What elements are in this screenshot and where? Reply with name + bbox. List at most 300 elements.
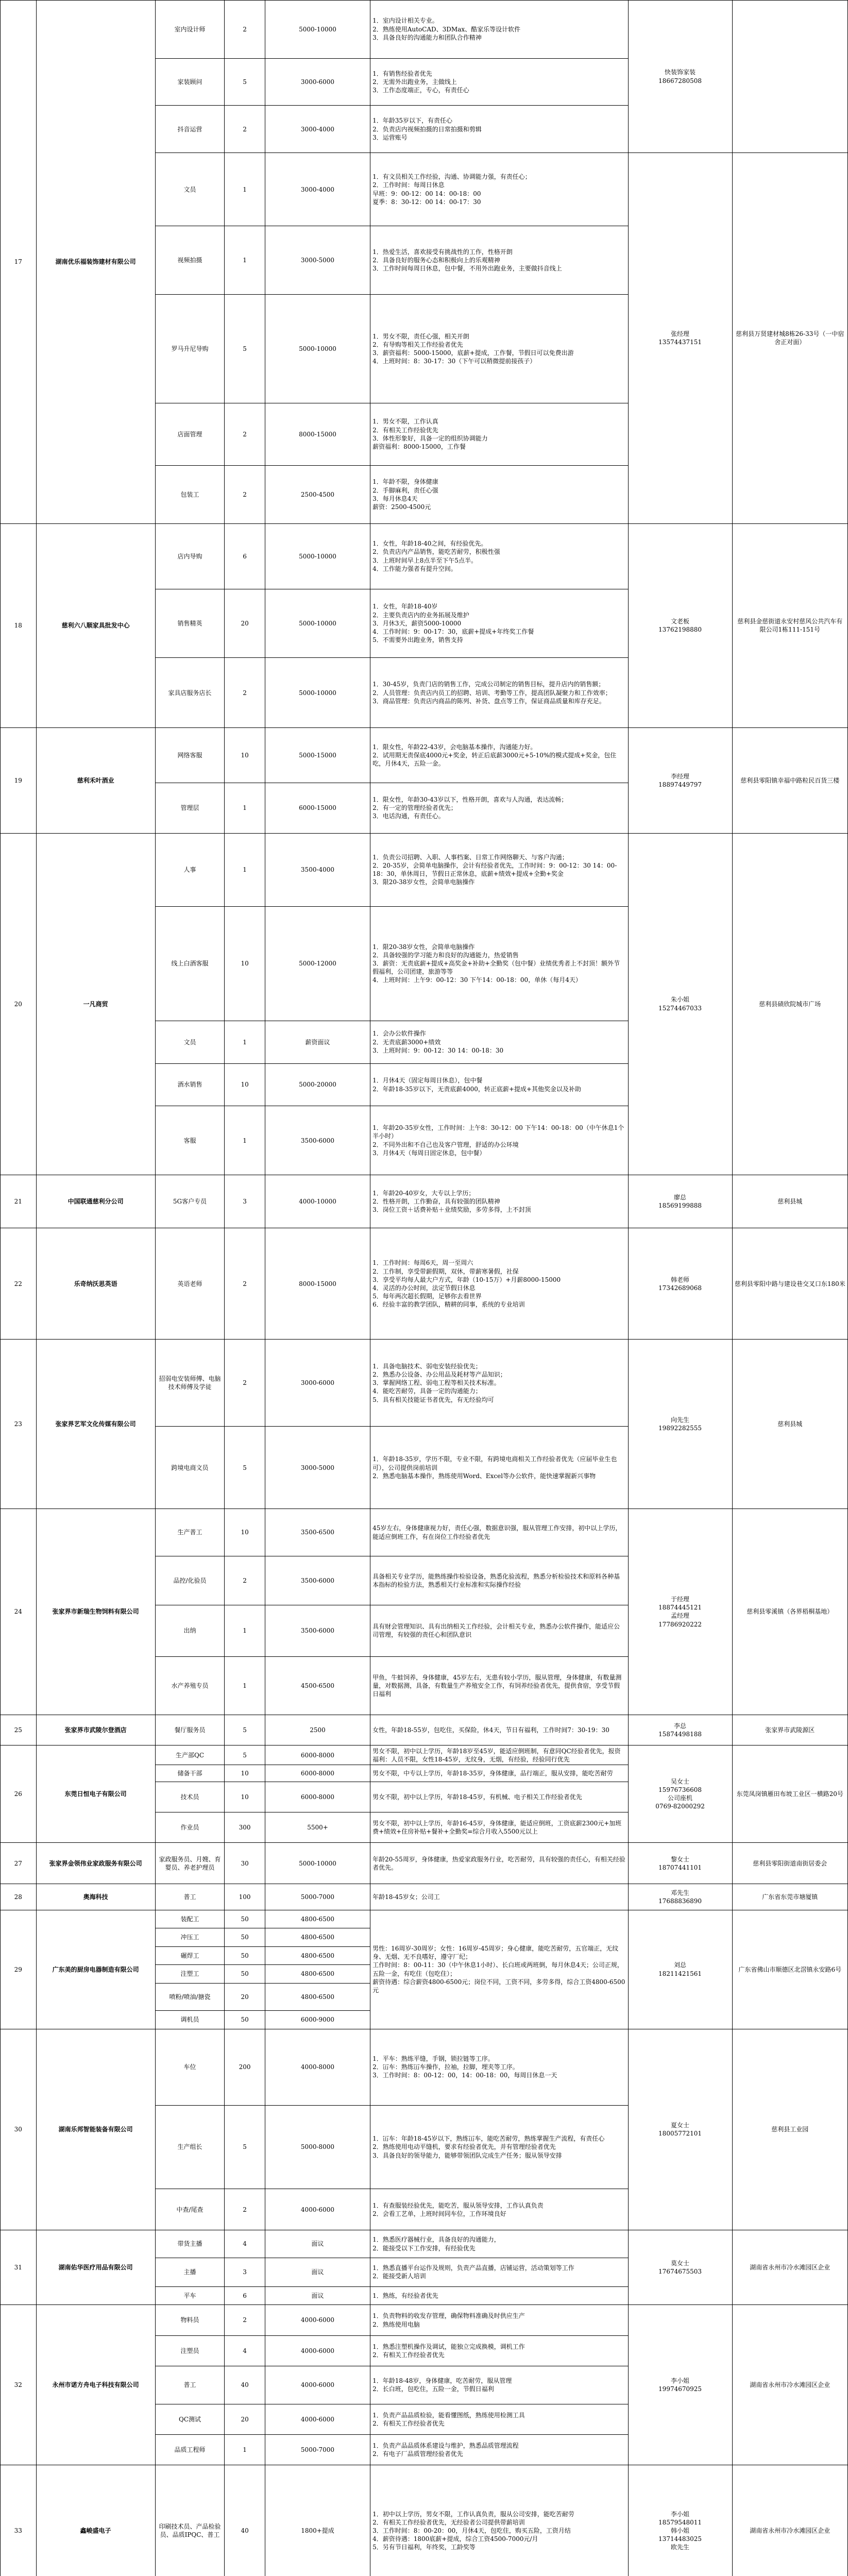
salary: 6000-8000 [265,1765,370,1782]
salary: 3500-6000 [265,1556,370,1605]
row-index: 22 [1,1228,37,1340]
row-index: 21 [1,1175,37,1228]
headcount: 1 [225,1657,265,1715]
requirement-line: 1．工作时间：每周6天，周一至周六 [372,1259,473,1267]
salary: 4000-6000 [265,2335,370,2366]
requirement-line: 3．体性形象好，具备一定的组织协调能力 [372,434,488,442]
requirement-line: 1．热爱生活，喜欢接受有挑战性的工作，性格开朗 [372,248,513,256]
requirement-line: 2．有导购等相关工作经验者优先 [372,341,463,348]
text-line: 慈利县零阳街道南街居委会 [753,1859,827,1867]
headcount: 1 [225,1106,265,1175]
text-line: 慈利县零溪镇（各界梧桐基地） [747,1608,834,1616]
requirement-line: 2．年龄18-35岁以下，无责底薪4000，转正底薪+提成+其他奖金以及补助 [372,1085,581,1093]
table-row [1,1509,848,1556]
requirement-line: 1．有查服装经验优先，能吃苦，服从领导安排，工作认真负责 [372,2201,544,2209]
job-requirements [370,2465,628,2576]
position-name: 人事 [155,833,225,906]
text-line: 朱小姐 [671,996,690,1004]
headcount: 1 [225,226,265,295]
table-row [1,1715,848,1745]
table-row [1,833,848,906]
address [732,2230,847,2305]
position-name: 罗马升尼导购 [155,295,225,403]
row-index: 30 [1,2029,37,2230]
salary: 4000-6000 [265,2305,370,2335]
requirement-line: 薪资待遇：综合薪资4800-6500元；岗位不同，工资不同，多劳多得，综合工资4800-6500元 [372,1978,625,1994]
company-name: 东莞日恒电子有限公司 [36,1745,155,1843]
position-name: 水产养殖专员 [155,1657,225,1715]
contact-info [628,1843,732,1884]
text-line: 17674675503 [658,2268,702,2276]
requirement-line: 1．30-45岁，负责门店的销售工作，完成公司制定的销售目标，提升店内的销售额； [372,681,605,688]
text-line: 韩老师 [671,1276,690,1283]
text-line: 廖总 [674,1193,687,1201]
requirement-line: 3．工作态度端正，专心，有责任心 [372,86,469,94]
text-line: 慈利县碛欣院城市广场 [759,1000,821,1008]
text-line: 李小姐 [671,2510,690,2518]
position-name: 家装顾问 [155,58,225,106]
text-line: 孟经理 [671,1612,690,1620]
requirement-line: 2．会看工艺单，上班时间同车位，工作环境良好 [372,2210,506,2217]
text-line: 慈利县工业园 [771,2126,809,2133]
table-row [1,2305,848,2335]
text-line: 邓先生 [671,1889,690,1896]
text-line: 夏女士 [671,2122,690,2129]
position-name: 印刷技术员、产品检验员、品质IPQC、普工 [155,2465,225,2576]
row-index: 24 [1,1509,37,1715]
address [732,833,847,1175]
requirement-line: 1．月休4天（固定每周日休息），包中餐 [372,1077,483,1084]
requirement-line: 3．运营账号 [372,133,408,141]
job-requirements [370,403,628,465]
headcount: 300 [225,1812,265,1843]
address [732,153,847,523]
requirement-line: 夏季：8：30-12：00 14：00-17：30 [372,198,481,206]
contact-info [628,833,732,1175]
table-row [1,1884,848,1910]
headcount: 4 [225,2230,265,2258]
headcount: 1 [225,1021,265,1063]
job-requirements [370,1063,628,1106]
text-line: 17688836890 [658,1897,702,1905]
requirement-line: 5．不需要外出跑业务，销售支持 [372,636,463,644]
requirement-line: 2．熟练使用电脑 [372,2320,420,2328]
table-row [1,1910,848,1928]
company-name: 张家界艺军文化传媒有限公司 [36,1340,155,1509]
headcount: 2 [225,1,265,59]
position-name: 主播 [155,2258,225,2286]
requirement-line: 1．年龄18-35岁，学历不限，专业不限，有跨境电商相关工作经验者优先（应届毕业生也可），公司提供岗前培训 [372,1455,617,1471]
requirement-line: 男女不限，初中以上学历，年龄16-45岁，身体健康，能适应倒班，工资底薪2300元+加班费+绩效+住房补贴+餐补+全勤奖=综合月收入5500元以上 [372,1820,622,1836]
headcount: 10 [225,1509,265,1556]
requirement-line: 3．工作时间：8：00-20：00，月休4天，包吃住，购买五险，工资月结 [372,2527,571,2534]
headcount: 2 [225,2305,265,2335]
text-line: 18874445121 [658,1604,702,1612]
text-line: 慈利县城 [777,1197,803,1205]
salary: 4800-6500 [265,1946,370,1965]
requirement-line: 2．熟练使用电动平缝机，要求有经验者优先，并有管理经验者优先 [372,2143,556,2151]
address [732,1509,847,1715]
job-requirements [370,2230,628,2258]
table-row [1,1,848,59]
requirement-line: 4．工作时间：9：00-17：30，底薪+提成+年终奖工作餐 [372,628,534,636]
job-requirements [370,153,628,226]
table-row [1,2465,848,2576]
position-name: 生产组长 [155,2105,225,2189]
requirement-line: 3．薪资福利：5000-15000，底薪+提成，工作餐，节假日可以免费出游 [372,349,574,357]
contact-info [628,1745,732,1843]
position-name: 车位 [155,2029,225,2105]
table-row [1,2029,848,2105]
position-name: 网络客服 [155,728,225,783]
requirement-line: 1．室内设计相关专业。 [372,17,438,25]
requirement-line: 3．上班时间：9：00-12：30 14：00-18：30 [372,1046,504,1054]
text-line: 18707441101 [658,1863,702,1871]
headcount: 2 [225,658,265,728]
salary: 2500 [265,1715,370,1745]
job-requirements [370,1175,628,1228]
text-line: 湖南省永州市冷水滩园区企业 [750,2381,830,2389]
address [732,1228,847,1340]
job-requirements [370,1715,628,1745]
text-line: 刘总 [674,1961,687,1969]
requirement-line: 1．限20-38岁女性，会简单电脑操作 [372,943,475,951]
position-name: 碾焊工 [155,1946,225,1965]
headcount: 5 [225,58,265,106]
company-name: 张家界金领伟业家政服务有限公司 [36,1843,155,1884]
salary: 4800-6500 [265,1965,370,1984]
requirement-line: 4．工作能力强者有提升空间。 [372,565,457,572]
address [732,2465,847,2576]
job-requirements [370,783,628,833]
job-requirements [370,1765,628,1782]
requirement-line: 2．冚车：熟练冚车操作，拉袖，拉脚，埋夹等工序。 [372,2063,519,2071]
salary: 3500-6000 [265,1605,370,1657]
headcount: 10 [225,906,265,1021]
requirement-line: 年龄18-45岁女；公司工 [372,1893,440,1901]
row-index: 19 [1,728,37,833]
requirement-line: 6．经验丰富的教学团队，精耕的同事，系统的专业培训 [372,1301,525,1309]
row-index: 33 [1,2465,37,2576]
job-requirements [370,1,628,59]
salary: 3000-5000 [265,1427,370,1509]
address [732,1715,847,1745]
salary: 3500-6000 [265,1106,370,1175]
text-line: 张家界市武陵源区 [765,1726,815,1734]
text-line: 慈利县零阳镇幸福中路粒民百货三楼 [740,776,840,784]
job-requirements [370,106,628,153]
salary: 5500+ [265,1812,370,1843]
job-listing-body [1,1,848,2576]
company-name: 鑫峻盛电子 [36,2465,155,2576]
headcount: 200 [225,2029,265,2105]
text-line: 慈利县零阳中路与建设巷交叉口东180米 [734,1280,845,1287]
salary: 6000-8000 [265,1745,370,1765]
company-name: 广东美的厨房电器制造有限公司 [36,1910,155,2029]
requirement-line: 5．每年两次超长假期，足够你去看世界 [372,1293,482,1300]
headcount: 20 [225,1983,265,2010]
headcount: 10 [225,1782,265,1812]
requirement-line: 1．男女不限，责任心强，相关开朗 [372,332,469,340]
job-requirements [370,523,628,589]
position-name: QC测试 [155,2404,225,2434]
requirement-line: 1．熟悉直播平台运作及规则，负责产品直播，店铺运营，活动策划等工作 [372,2264,574,2272]
requirement-line: 3．工作时间每周日休息，包中餐，不用外出跑业务，主要做抖音线上 [372,265,562,273]
requirement-line: 4．上班时间：8：30-17：30（下午可以稍微提前接孩子） [372,358,536,365]
salary: 5000-7000 [265,1884,370,1910]
requirement-line: 2．无责底薪3000+绩效 [372,1038,441,1046]
requirement-line: 2．人员管理：负责店内员工的招聘、培训、考勤等工作，提高团队凝聚力和工作效率； [372,689,612,697]
job-requirements [370,1843,628,1884]
position-name: 店内导购 [155,523,225,589]
position-name: 注塑员 [155,2335,225,2366]
requirement-line: 3．限20-38岁女性，会简单电脑操作 [372,878,475,886]
salary: 4000-6000 [265,2366,370,2404]
job-requirements [370,2435,628,2465]
requirement-line: 3．岗位工资＋话费补贴＋业绩奖励，多劳多得，上不封顶 [372,1206,531,1214]
position-name: 普工 [155,2366,225,2404]
requirement-line: 2．工作制，享受带薪假期，双休，带薪寒暑假，社保 [372,1267,519,1275]
position-name: 店面管理 [155,403,225,465]
position-name: 生产部QC [155,1745,225,1765]
requirement-line: 2．手脚麻利，责任心强 [372,486,438,494]
job-requirements [370,2029,628,2105]
position-name: 管理层 [155,783,225,833]
text-line: 18569199888 [658,1202,702,1210]
salary: 4800-6500 [265,1928,370,1947]
table-row [1,1340,848,1427]
position-name: 招弱电安装师傅、电脑技术师傅及学徒 [155,1340,225,1427]
salary: 3000-6000 [265,58,370,106]
headcount: 40 [225,2366,265,2404]
row-index: 17 [1,1,37,524]
requirement-line: 2．不同外出和不自己也及客户管理，舒适的办公环境 [372,1141,519,1148]
address [732,1175,847,1228]
requirement-line: 具备相关专业学历，能熟练操作检验设备，熟悉化验流程，熟悉分析检验技术和原料各种基本指标的检验方法，熟悉相关行业标准和实际操作经验 [372,1572,620,1588]
text-line: 欧先生 [671,2544,690,2551]
salary: 面议 [265,2286,370,2305]
position-name: 包装工 [155,466,225,524]
text-line: 19892282555 [658,1425,702,1432]
salary: 3500-6500 [265,1509,370,1556]
requirement-line: 3．每月休息4天 [372,495,418,502]
contact-info [628,2029,732,2230]
position-name: 生产普工 [155,1509,225,1556]
salary: 3000-5000 [265,226,370,295]
requirement-line: 2．熟悉电脑基本操作，熟练使用Word、Excel等办公软件，能快速掌握新兴事物 [372,1472,596,1480]
row-index: 29 [1,1910,37,2029]
requirement-line: 3．具备良好的领导能力，能够带领团队完成生产任务；服从领导安排 [372,2151,562,2159]
headcount: 2 [225,1556,265,1605]
requirement-line: 5．另有节日福利，年终奖，工龄奖等 [372,2544,476,2551]
requirement-line: 2．能接受以下工作安排，有经验优先 [372,2244,476,2252]
text-line: 17786920222 [658,1620,702,1628]
job-requirements [370,2105,628,2189]
requirement-line: 3．享受平均每人最大户方式，年龄（10-15万）+月薪8000-15000 [372,1276,561,1283]
text-line: 广东省东莞市塘厦镇 [762,1893,818,1901]
requirement-line: 年龄20-55周岁，身体健康，热爱家政服务行业，吃苦耐劳，具有较强的责任心，有相关经验者优先。 [372,1855,625,1871]
company-name: 乐奇纳沃思英语 [36,1228,155,1340]
salary: 8000-15000 [265,1228,370,1340]
text-line: 慈利县万贤建材城8栋26-33号（一中宿舍正对面） [736,330,844,346]
salary: 3000-4000 [265,153,370,226]
requirement-line: 1．负责产品品质体系建设与维护，熟悉品质管理流程 [372,2442,519,2449]
position-name: 5G客户专员 [155,1175,225,1228]
job-requirements [370,2286,628,2305]
salary: 3000-6000 [265,1340,370,1427]
salary: 5000-10000 [265,523,370,589]
headcount: 50 [225,1910,265,1928]
salary: 4000-6000 [265,2404,370,2434]
text-line: 东莞凤岗镇雁田布坡工业区一横路20号 [736,1790,843,1798]
company-name: 湖南乐邦智能装备有限公司 [36,2029,155,2230]
row-index: 32 [1,2305,37,2465]
headcount: 10 [225,1063,265,1106]
salary: 面议 [265,2230,370,2258]
table-row [1,1228,848,1340]
contact-info [628,1509,732,1715]
headcount: 5 [225,295,265,403]
contact-info [628,1,732,153]
job-requirements [370,1556,628,1605]
text-line: 18667280508 [658,77,702,84]
position-name: 技术员 [155,1782,225,1812]
text-line: 18579548011 [658,2518,702,2526]
requirement-line: 女性，年龄18-55岁，包吃住，买保险，休4天，节日有福利，工作时间7：30-19：30 [372,1726,609,1734]
contact-info [628,2230,732,2305]
text-line: 广东省佛山市顺德区北滘镇永安路6号 [738,1965,842,1973]
salary: 6000-9000 [265,2011,370,2029]
position-name: 销售精英 [155,589,225,657]
job-requirements [370,906,628,1021]
requirement-line: 3．具备良好的沟通能力和团队合作精神 [372,33,482,41]
requirement-line: 1．年龄不限，身体健康 [372,478,438,486]
requirement-line: 2．熟悉办公设备、办公用品及耗材等产品知识； [372,1371,506,1379]
requirement-line: 薪资：2500-4500元 [372,503,431,511]
requirement-line: 2．工作时间：每周日休息 [372,181,445,189]
headcount: 50 [225,2011,265,2029]
requirement-line: 1．年龄20-40岁女，大专以上学历； [372,1189,475,1197]
text-line: 文老板 [671,618,690,625]
requirement-line: 男女不限，初中以上学历，年龄18岁至45岁，能适应倒班制，有意同QC经验者优先，报资福利：人员不限，女性18-45岁，无纹身，无烟，有经验，经验同行优先 [372,1747,621,1763]
table-row [1,728,848,783]
requirement-line: 2．20-35岁，会简单电脑操作，会计有经验者优先，工作时间：9：00-12：30 14：00-18：30，单休周日，节假日正常休息，底薪+绩效+提成+全勤+奖金 [372,861,617,878]
requirement-line: 2．负责店内产品销售，能吃苦耐劳，积极性强 [372,548,500,556]
position-name: 出纳 [155,1605,225,1657]
contact-info [628,153,732,523]
text-line: 13714483025 [658,2535,702,2543]
position-name: 英语老师 [155,1228,225,1340]
requirement-line: 2．有相关工作经验者优先 [372,2419,445,2427]
text-line: 15874498188 [658,1730,702,1738]
company-name: 张家界市武陵尔登酒店 [36,1715,155,1745]
address [732,1745,847,1843]
position-name: 文员 [155,153,225,226]
position-name: 普工 [155,1884,225,1910]
position-name: 品控/化验员 [155,1556,225,1605]
requirement-line: 2．有电子厂品质管理经验者优先 [372,2450,463,2458]
requirement-line: 2．负责店内视频拍摄的日常拍摄和剪辑 [372,125,482,133]
text-line: 吴女士 [671,1777,690,1785]
salary: 6000-8000 [265,1782,370,1812]
headcount: 5 [225,1745,265,1765]
table-row [1,1745,848,1765]
table-row [1,523,848,589]
requirement-line: 3．上班时间早上8点半至下午5点半。 [372,556,478,564]
requirement-line: 2．有相关工作经验者优先，无经验者公司提供带薪培训 [372,2518,525,2526]
text-line: 13762198880 [658,626,702,634]
salary: 5000-10000 [265,1843,370,1884]
salary: 4000-8000 [265,2029,370,2105]
salary: 5000-10000 [265,658,370,728]
headcount: 5 [225,1427,265,1509]
company-name: 慈利禾叶酒业 [36,728,155,833]
address [732,523,847,728]
company-name: 一凡商贸 [36,833,155,1175]
company-name: 湖南优乐福装饰建材有限公司 [36,1,155,524]
position-name: 跨境电商文员 [155,1427,225,1509]
requirement-line: 1．限女性，年龄22-43岁，会电脑基本操作，沟通能力好。 [372,743,537,751]
text-line: 张经理 [671,330,690,338]
text-line: 18211421561 [658,1970,702,1977]
text-line: 0769-82000292 [655,1803,705,1810]
requirement-line: 1．平车：熟练平缝，手钢，锁拉链等工序。 [372,2055,494,2062]
requirement-line: 3．月休3天，薪资5000-10000 [372,619,462,627]
headcount: 1 [225,1605,265,1657]
headcount: 30 [225,1843,265,1884]
job-requirements [370,2404,628,2434]
requirement-line: 2．试用期无责保底4000元+奖金，转正后底薪3000元+5-10%的模式提成+奖金，包住吃，月休4天，五险一金。 [372,751,617,768]
job-requirements [370,58,628,106]
requirement-line: 具有财会管理知识、具有出纳相关工作经验，会计相关专业，熟悉办公软件操作，能适应公司管理，有较强的责任心和团队意识 [372,1623,620,1639]
salary: 1800+提成 [265,2465,370,2576]
job-requirements [370,1745,628,1765]
headcount: 2 [225,1340,265,1427]
salary: 5000-20000 [265,1063,370,1106]
headcount: 2 [225,403,265,465]
row-index: 31 [1,2230,37,2305]
position-name: 线上白酒客服 [155,906,225,1021]
position-name: 酒水销售 [155,1063,225,1106]
salary: 8000-15000 [265,403,370,465]
headcount: 1 [225,2435,265,2465]
requirement-line: 2．有一定的管理经验者优先； [372,804,457,812]
job-requirements [370,728,628,783]
headcount: 3 [225,2258,265,2286]
headcount: 5 [225,2105,265,2189]
headcount: 40 [225,2465,265,2576]
job-requirements [370,295,628,403]
headcount: 6 [225,523,265,589]
salary: 5000-12000 [265,906,370,1021]
requirement-line: 2．能接受新人培训 [372,2273,426,2280]
position-name: 装配工 [155,1910,225,1928]
text-line: 莫女士 [671,2260,690,2267]
job-requirements [370,1782,628,1812]
headcount: 2 [225,2189,265,2230]
position-name: 中查/尾查 [155,2189,225,2230]
requirement-line: 1．熟悉医疗器械行业，具备良好的沟通能力， [372,2236,500,2244]
requirement-line: 1．年龄18-48岁，身体健康，吃苦耐劳，服从管理 [372,2377,512,2385]
requirement-line: 3．薪资：无责底薪+提成+高奖金+补助+全勤奖（包中餐）业绩优秀者上不封顶！额外节假福利，公司团建，旅游等等 [372,960,620,976]
headcount: 5 [225,1715,265,1745]
position-name: 储备干部 [155,1765,225,1782]
position-name: 带货主播 [155,2230,225,2258]
position-name: 室内设计师 [155,1,225,59]
text-line: 黎女士 [671,1855,690,1863]
company-name: 奥海科技 [36,1884,155,1910]
job-requirements [370,2335,628,2366]
